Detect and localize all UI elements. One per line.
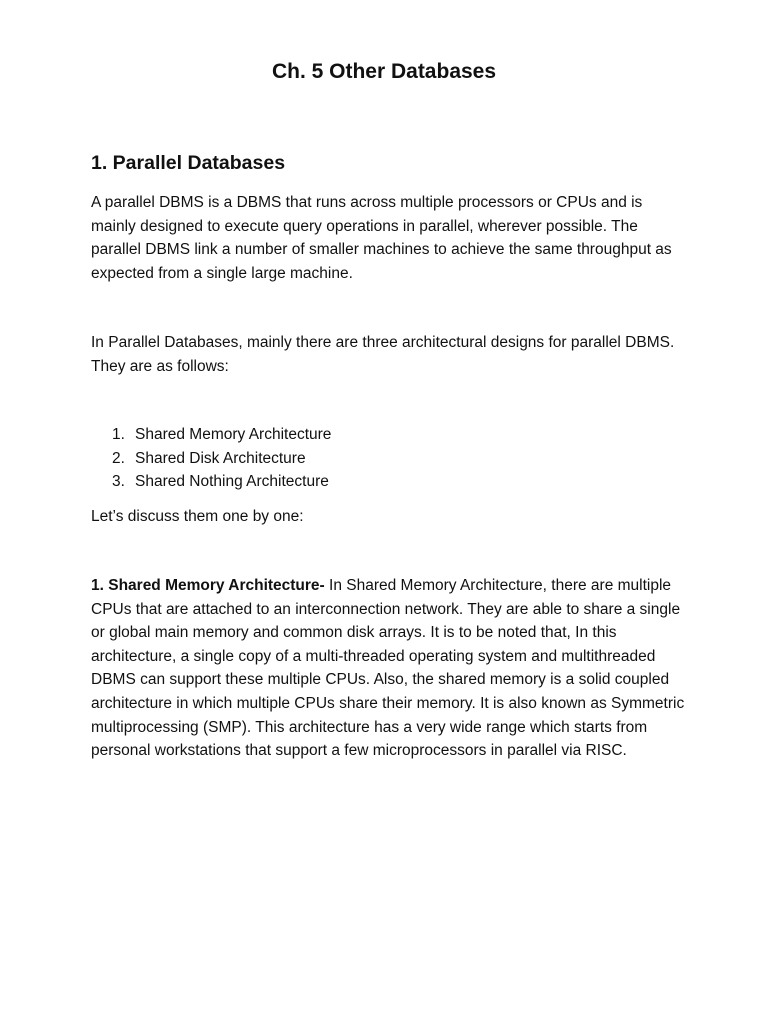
paragraph-lead: 1. Shared Memory Architecture- <box>91 577 325 594</box>
list-item-text: Shared Nothing Architecture <box>135 473 329 491</box>
list-item-number: 3. <box>112 473 125 491</box>
document-title: Ch. 5 Other Databases <box>271 60 497 83</box>
section-heading: 1. Parallel Databases <box>91 152 286 174</box>
paragraph-architectures: In Parallel Databases, mainly there are three architectural designs for parallel DBMS. They are as follows: <box>91 334 675 375</box>
list-item-number: 1. <box>112 426 125 443</box>
paragraph-intro: A parallel DBMS is a DBMS that runs across multiple processors or CPUs and is mainly designed to execute query operations in parallel, wherever possible. The parallel DBMS link a number of smaller machines to achieve the same throughput as expected from a single large machine. <box>91 194 672 282</box>
paragraph-discuss: Let’s discuss them one by one: <box>91 508 304 525</box>
list-item <box>91 470 331 494</box>
paragraph-shared-memory <box>91 574 691 763</box>
list-item <box>91 447 331 471</box>
list-item <box>91 423 331 447</box>
list-item-text: Shared Disk Architecture <box>135 449 306 467</box>
architecture-list <box>91 423 331 494</box>
list-item-number: 2. <box>112 449 125 467</box>
list-item-text: Shared Memory Architecture <box>135 426 332 443</box>
paragraph-body: In Shared Memory Architecture, there are multiple CPUs that are attached to an interconnection network. They are able to share a single or global main memory and common disk arrays. It is to be noted that, In this architecture, a single copy of a multi-threaded operating system and multithreaded DBMS can support these multiple CPUs. Also, the shared memory is a solid coupled architecture in which multiple CPUs share their memory. It is also known as Symmetric multiprocessing (SMP). This architecture has a very wide range which starts from personal workstations that support a few microprocessors in parallel via RISC. <box>91 577 685 760</box>
